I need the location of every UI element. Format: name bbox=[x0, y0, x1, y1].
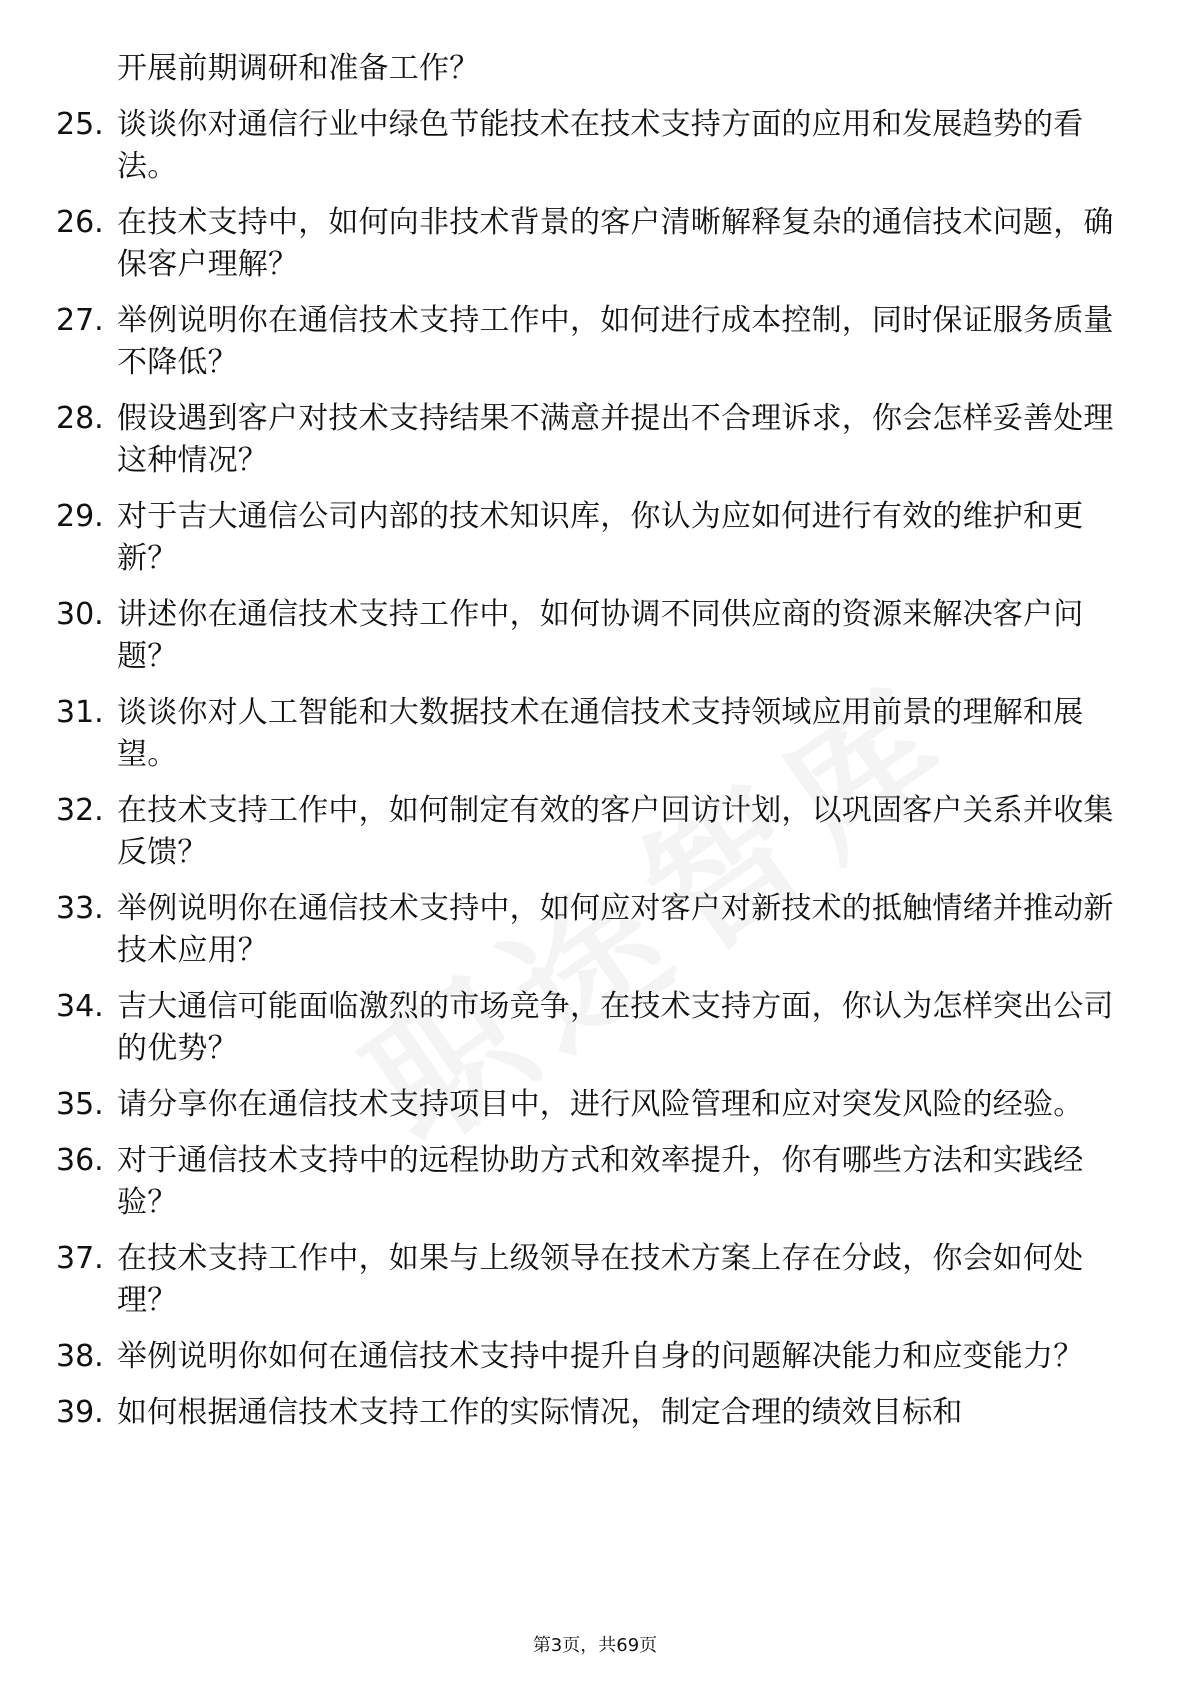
question-text: 开展前期调研和准备工作？ bbox=[117, 51, 480, 86]
question-number: 36. bbox=[56, 1143, 104, 1178]
question-item bbox=[0, 692, 1190, 776]
question-item bbox=[0, 1392, 1190, 1434]
question-number: 35. bbox=[56, 1087, 104, 1122]
question-text: 举例说明你在通信技术支持工作中，如何进行成本控制，同时保证服务质量不降低？ bbox=[117, 303, 1114, 380]
question-number: 27. bbox=[56, 303, 104, 338]
question-number: 29. bbox=[56, 499, 104, 534]
question-item bbox=[0, 202, 1190, 286]
question-number: 31. bbox=[56, 695, 104, 730]
question-text: 举例说明你如何在通信技术支持中提升自身的问题解决能力和应变能力？ bbox=[117, 1339, 1084, 1374]
question-item bbox=[0, 790, 1190, 874]
question-item bbox=[0, 986, 1190, 1070]
question-text: 谈谈你对人工智能和大数据技术在通信技术支持领域应用前景的理解和展望。 bbox=[117, 695, 1084, 772]
question-number: 38. bbox=[56, 1339, 104, 1374]
question-text: 对于吉大通信公司内部的技术知识库，你认为应如何进行有效的维护和更新？ bbox=[117, 499, 1084, 576]
question-number: 37. bbox=[56, 1241, 104, 1276]
question-item bbox=[0, 398, 1190, 482]
question-list bbox=[0, 48, 1190, 1448]
question-text: 在技术支持工作中，如何制定有效的客户回访计划，以巩固客户关系并收集反馈？ bbox=[117, 793, 1114, 870]
question-item bbox=[0, 1238, 1190, 1322]
question-text: 请分享你在通信技术支持项目中，进行风险管理和应对突发风险的经验。 bbox=[117, 1087, 1084, 1122]
question-text: 谈谈你对通信行业中绿色节能技术在技术支持方面的应用和发展趋势的看法。 bbox=[117, 107, 1084, 184]
question-text: 在技术支持工作中，如果与上级领导在技术方案上存在分歧，你会如何处理？ bbox=[117, 1241, 1084, 1318]
question-number: 26. bbox=[56, 205, 104, 240]
question-item bbox=[0, 888, 1190, 972]
question-number: 39. bbox=[56, 1395, 104, 1430]
question-item bbox=[0, 1336, 1190, 1378]
question-item-continued bbox=[0, 48, 1190, 90]
question-item bbox=[0, 1084, 1190, 1126]
question-number: 25. bbox=[56, 107, 104, 142]
question-number: 32. bbox=[56, 793, 104, 828]
question-number: 33. bbox=[56, 891, 104, 926]
question-text: 吉大通信可能面临激烈的市场竞争，在技术支持方面，你认为怎样突出公司的优势？ bbox=[117, 989, 1114, 1066]
question-text: 假设遇到客户对技术支持结果不满意并提出不合理诉求，你会怎样妥善处理这种情况？ bbox=[117, 401, 1114, 478]
question-item bbox=[0, 1140, 1190, 1224]
question-text: 举例说明你在通信技术支持中，如何应对客户对新技术的抵触情绪并推动新技术应用？ bbox=[117, 891, 1114, 968]
question-item bbox=[0, 104, 1190, 188]
question-text: 在技术支持中，如何向非技术背景的客户清晰解释复杂的通信技术问题，确保客户理解？ bbox=[117, 205, 1114, 282]
question-number: 34. bbox=[56, 989, 104, 1024]
question-text: 讲述你在通信技术支持工作中，如何协调不同供应商的资源来解决客户问题？ bbox=[117, 597, 1084, 674]
question-number: 30. bbox=[56, 597, 104, 632]
question-item bbox=[0, 496, 1190, 580]
question-item bbox=[0, 300, 1190, 384]
question-text: 如何根据通信技术支持工作的实际情况，制定合理的绩效目标和 bbox=[117, 1395, 963, 1430]
question-text: 对于通信技术支持中的远程协助方式和效率提升，你有哪些方法和实践经验？ bbox=[117, 1143, 1084, 1220]
page-footer: 第3页，共69页 bbox=[532, 1635, 658, 1656]
question-number: 28. bbox=[56, 401, 104, 436]
question-item bbox=[0, 594, 1190, 678]
